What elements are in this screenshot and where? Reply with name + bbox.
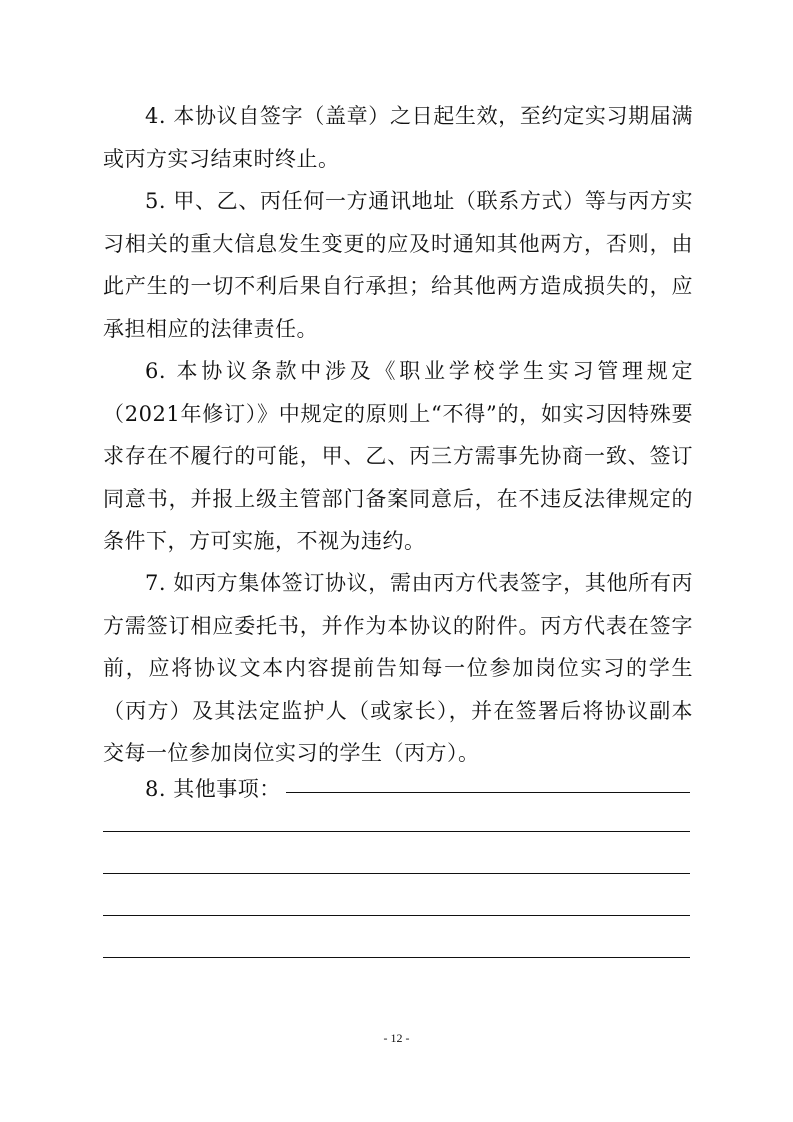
clause-8-row [145,768,281,811]
other-matters-fill-line-4[interactable] [103,915,690,916]
other-matters-fill-line-1[interactable] [286,792,690,793]
other-matters-fill-line-2[interactable] [103,831,690,832]
other-matters-fill-line-5[interactable] [103,957,690,958]
clause-6-paragraph: 6. 本协议条款中涉及《职业学校学生实习管理规定（2021年修订）》中规定的原则上“不得”的，如实习因特殊要求存在不履行的可能，甲、乙、丙三方需事先协商一致、签订同意书，并报上级主管部门备案同意后，在不违反法律规定的条件下，方可实施，不视为违约。 [103,359,693,553]
other-matters-fill-line-3[interactable] [103,873,690,874]
clause-8-label: 8. 其他事项： [145,777,281,801]
clause-4-paragraph: 4. 本协议自签字（盖章）之日起生效，至约定实习期届满或丙方实习结束时终止。 [103,104,693,171]
page-number: - 12 - [383,1031,410,1045]
clause-7-paragraph: 7. 如丙方集体签订协议，需由丙方代表签字，其他所有丙方需签订相应委托书，并作为本协议的附件。丙方代表在签字前，应将协议文本内容提前告知每一位参加岗位实习的学生（丙方）及其法定监护人（或家长），并在签署后将协议副本交每一位参加岗位实习的学生（丙方）。 [103,571,693,765]
clause-5-paragraph: 5. 甲、乙、丙任何一方通讯地址（联系方式）等与丙方实习相关的重大信息发生变更的应及时通知其他两方，否则，由此产生的一切不利后果自行承担；给其他两方造成损失的，应承担相应的法律责任。 [103,189,693,341]
